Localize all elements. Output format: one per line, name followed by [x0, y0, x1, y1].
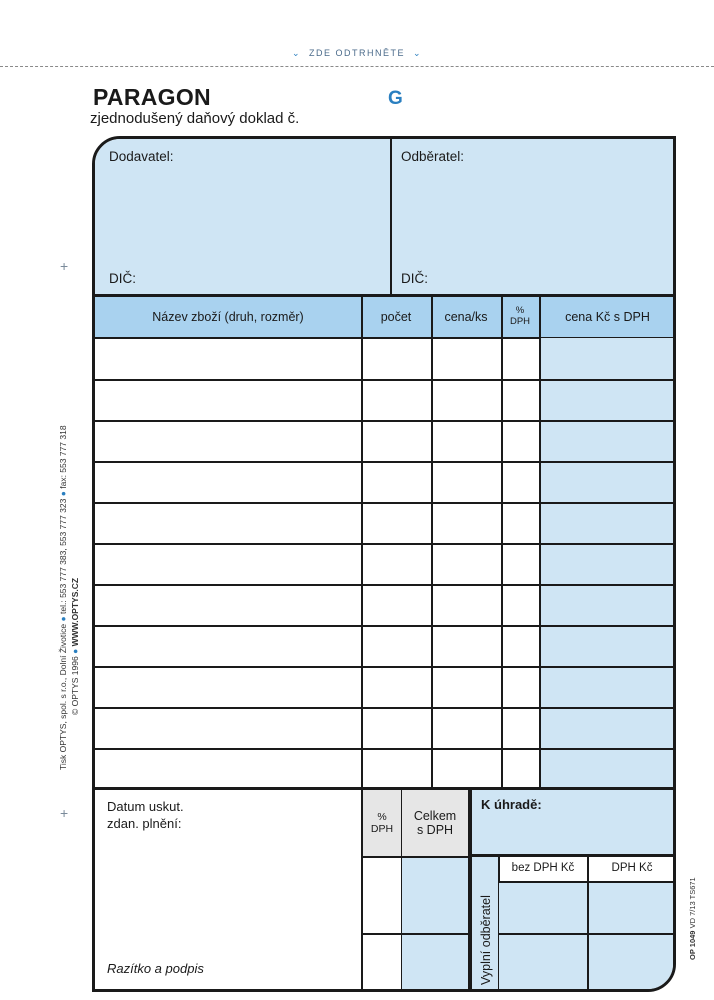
without-vat-label: bez DPH Kč	[511, 862, 575, 875]
divider	[390, 139, 392, 294]
divider	[361, 933, 470, 935]
printer-info	[58, 310, 68, 770]
tear-off-line	[0, 66, 714, 67]
column-vat-percent: % DPH	[509, 305, 531, 327]
table-row[interactable]	[95, 584, 676, 586]
price-with-vat-column-fill[interactable]	[539, 338, 676, 787]
arrow-down-icon: ⌄	[291, 48, 301, 58]
table-row[interactable]	[95, 502, 676, 504]
table-row[interactable]	[95, 625, 676, 627]
printer-website: WWW.OPTYS.CZ	[70, 577, 80, 647]
customer-label: Odběratel:	[401, 149, 465, 164]
column-divider	[501, 297, 503, 787]
vat-amount-input[interactable]	[589, 883, 676, 992]
table-row[interactable]	[95, 461, 676, 463]
table-row[interactable]	[95, 420, 676, 422]
document-subtitle: zjednodušený daňový doklad č.	[90, 110, 300, 127]
date-label-line1: Datum uskut.	[107, 799, 184, 814]
table-row[interactable]	[95, 543, 676, 545]
document-title: PARAGON	[93, 84, 211, 110]
column-quantity: počet	[380, 309, 412, 324]
invoice-form	[92, 136, 676, 992]
form-code	[688, 877, 697, 960]
table-row[interactable]	[95, 707, 676, 709]
divider	[498, 933, 676, 935]
column-unit-price: cena/ks	[444, 309, 488, 324]
table-row[interactable]	[95, 748, 676, 750]
stamp-signature-label: Razítko a podpis	[107, 961, 204, 976]
copyright-text: © OPTYS 1996	[70, 656, 80, 715]
column-divider	[431, 297, 433, 787]
customer-tax-id-label: DIČ:	[401, 271, 428, 286]
table-row[interactable]	[95, 666, 676, 668]
series-letter: G	[388, 88, 403, 109]
printer-name: Tisk OPTYS, spol. s r.o., Dolní Životice	[58, 623, 68, 770]
column-divider	[361, 297, 363, 787]
supplier-tax-id-label: DIČ:	[109, 271, 136, 286]
table-row[interactable]	[95, 379, 676, 381]
form-code-rest: VD 7/13 TS671	[688, 877, 697, 929]
footer-total-label: Celkem s DPH	[413, 808, 457, 837]
printer-fax: fax: 553 777 318	[58, 425, 68, 489]
arrow-down-icon: ⌄	[413, 48, 423, 58]
form-code-bold: OP 1049	[688, 930, 697, 960]
date-label-line2: zdan. plnění:	[107, 816, 182, 831]
registration-plus-icon: +	[60, 805, 69, 821]
footer-vat-percent-label: % DPH	[370, 810, 394, 835]
tear-off-label	[0, 48, 714, 59]
printer-copyright	[70, 455, 80, 715]
column-divider	[539, 297, 541, 787]
column-price-with-vat: cena Kč s DPH	[565, 309, 650, 324]
column-product-name: Název zboží (druh, rozměr)	[152, 309, 304, 324]
bullet-icon: ●	[58, 491, 68, 497]
tear-off-text: ZDE ODTRHNĚTE	[309, 48, 405, 58]
bullet-icon: ●	[70, 648, 80, 654]
printer-phone: tel.: 553 777 383, 553 777 323	[58, 498, 68, 614]
vat-amount-label: DPH Kč	[611, 862, 653, 875]
total-input[interactable]	[402, 857, 468, 992]
amount-due-label: K úhradě:	[481, 797, 542, 812]
customer-fill-label: Vyplní odběratel	[479, 895, 493, 985]
divider	[361, 856, 470, 858]
bullet-icon: ●	[58, 616, 68, 622]
supplier-label: Dodavatel:	[109, 149, 174, 164]
without-vat-input[interactable]	[499, 883, 587, 992]
registration-plus-icon: +	[60, 258, 69, 274]
